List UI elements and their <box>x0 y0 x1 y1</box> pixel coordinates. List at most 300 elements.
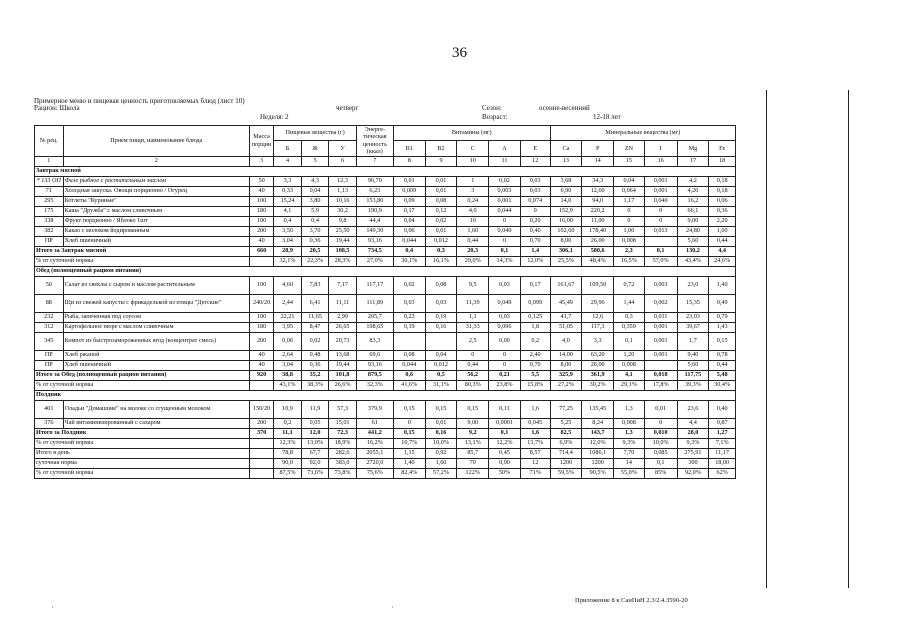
table-cell: 198,65 <box>356 322 393 332</box>
table-cell: 31,1% <box>425 380 457 390</box>
table-cell: 0,4 <box>393 246 425 256</box>
header-nutrients: Пищевые вещества (г) <box>274 126 357 141</box>
table-cell: 6,90 <box>550 186 582 196</box>
table-cell: 0,21 <box>489 370 521 380</box>
table-row <box>35 276 736 294</box>
table-cell: 19,44 <box>329 360 357 370</box>
table-cell: 0,03 <box>520 186 550 196</box>
table-cell: 0,03 <box>425 294 457 312</box>
header-rec: № рец. <box>35 126 64 157</box>
column-number: 6 <box>329 156 357 166</box>
table-cell: 12,0 <box>301 428 329 438</box>
table-cell: 0,05 <box>301 418 329 428</box>
table-cell: 0,1 <box>614 332 645 350</box>
table-cell: 0,002 <box>644 294 677 312</box>
table-cell: 1 <box>457 176 489 186</box>
table-cell: 23,03 <box>677 312 709 322</box>
recipe-number: 175 <box>35 206 64 216</box>
table-cell: 12,3% <box>274 438 302 448</box>
margin-rule-right <box>848 90 849 588</box>
table-cell: 14 <box>614 458 645 468</box>
table-cell <box>393 332 425 350</box>
table-cell: 25,5% <box>550 256 582 266</box>
document-title: Примерное меню и пищевая ценность приготовляемых блюд (лист 10) <box>34 97 245 105</box>
table-cell: 0,70 <box>520 236 550 246</box>
table-cell: 0,04 <box>393 216 425 226</box>
table-cell: 0,20 <box>520 216 550 226</box>
table-cell: 0,36 <box>301 360 329 370</box>
table-cell: 1,43 <box>709 322 736 332</box>
table-cell: 111,89 <box>356 294 393 312</box>
total-label: % от суточной нормы <box>35 380 250 390</box>
table-cell: 205,7 <box>356 312 393 322</box>
table-cell: 14,0 <box>550 196 582 206</box>
table-cell: 0,013 <box>644 226 677 236</box>
table-cell: 1,40 <box>709 276 736 294</box>
table-cell: 1,27 <box>709 428 736 438</box>
table-cell: 0,40 <box>709 400 736 418</box>
dish-name: Фрукт порционно / Яблоко 1шт <box>63 216 249 226</box>
table-cell: 15,35 <box>677 294 709 312</box>
table-cell: 40 <box>249 360 273 370</box>
table-cell: 82,4% <box>393 468 425 478</box>
table-cell: 23,0 <box>677 276 709 294</box>
table-cell: 0,001 <box>489 196 521 206</box>
table-cell: 0,003 <box>644 276 677 294</box>
table-cell: 59,5% <box>550 468 582 478</box>
season-value: осенне-весенний <box>539 104 590 112</box>
age-label: Возраст: <box>482 113 508 121</box>
table-cell: 0,009 <box>393 186 425 196</box>
table-cell: 12,0% <box>582 438 614 448</box>
table-cell: 12,3 <box>329 176 357 186</box>
dish-name: Какао с молоком йодированным <box>63 226 249 236</box>
table-cell: 0,001 <box>644 186 677 196</box>
table-cell: 190,9 <box>356 206 393 216</box>
table-cell: 15,24 <box>274 196 302 206</box>
header-sub: Е <box>520 141 550 156</box>
table-cell: 1,60 <box>425 458 457 468</box>
page-number: 36 <box>452 45 467 61</box>
recipe-number: 401 <box>35 400 64 418</box>
table-cell: 57,2% <box>425 468 457 478</box>
column-number: 12 <box>520 156 550 166</box>
column-number: 16 <box>644 156 677 166</box>
table-cell: 3 <box>457 186 489 196</box>
table-cell: 10,7% <box>393 438 425 448</box>
table-cell <box>249 256 273 266</box>
table-cell: 0,03 <box>520 176 550 186</box>
table-cell: 8,00 <box>550 360 582 370</box>
table-cell: 4,0 <box>550 332 582 350</box>
table-cell: 90,0 <box>274 458 302 468</box>
table-cell: 8,47 <box>301 322 329 332</box>
table-cell: 0,70 <box>520 360 550 370</box>
recipe-number: 345 <box>35 332 64 350</box>
table-cell: 4,1 <box>274 206 302 216</box>
table-cell: 10,0% <box>644 438 677 448</box>
recipe-number: 71 <box>35 186 64 196</box>
table-row <box>35 216 736 226</box>
table-cell: 22,3% <box>301 256 329 266</box>
table-row <box>35 176 736 186</box>
dish-name: Оладьи "Домашние" на молоке со сгущенным молоком <box>63 400 249 418</box>
table-cell: 9,3% <box>614 438 645 448</box>
table-cell: 0,03 <box>393 294 425 312</box>
table-row <box>35 332 736 350</box>
table-cell: 5,60 <box>677 236 709 246</box>
table-cell: 0 <box>614 206 645 216</box>
table-cell: 0,02 <box>393 276 425 294</box>
table-cell: 361,9 <box>582 370 614 380</box>
table-cell: 0,359 <box>614 322 645 332</box>
table-cell: 135,45 <box>582 400 614 418</box>
table-cell: 4,4 <box>677 418 709 428</box>
table-cell: 580,6 <box>582 246 614 256</box>
table-cell: 16,1% <box>425 256 457 266</box>
table-cell: 43,4% <box>677 256 709 266</box>
table-cell: 0,03 <box>489 312 521 322</box>
table-row <box>35 400 736 418</box>
table-cell: 0,04 <box>614 176 645 186</box>
header-minerals: Минеральные вещества (мг) <box>550 126 735 141</box>
table-cell: 0,40 <box>520 226 550 236</box>
table-row <box>35 256 736 266</box>
table-cell: 0,008 <box>614 418 645 428</box>
table-cell: 0,1 <box>644 246 677 256</box>
table-cell: 9,00 <box>677 216 709 226</box>
section-heading: Обед (полноценный рацион питания) <box>35 266 736 276</box>
table-cell: 13,0% <box>301 438 329 448</box>
table-cell: 300 <box>677 458 709 468</box>
table-row <box>35 380 736 390</box>
table-cell: 0,044 <box>489 206 521 216</box>
table-row <box>35 350 736 360</box>
table-cell: 87,5% <box>274 468 302 478</box>
column-number: 18 <box>709 156 736 166</box>
table-cell: 26,65 <box>329 322 357 332</box>
table-cell: 0,15 <box>393 428 425 438</box>
table-cell: 0,01 <box>393 176 425 186</box>
header-mass: Масса порции <box>249 126 273 157</box>
table-row <box>35 294 736 312</box>
table-cell: 9,5 <box>457 276 489 294</box>
table-cell: 0,2 <box>520 332 550 350</box>
table-cell: 0,18 <box>709 186 736 196</box>
table-cell: 5,5 <box>520 370 550 380</box>
table-cell: 18,9% <box>329 438 357 448</box>
column-number: 11 <box>489 156 521 166</box>
header-sub: Ca <box>550 141 582 156</box>
table-cell: 32,1% <box>274 256 302 266</box>
recipe-number: 338 <box>35 216 64 226</box>
table-cell: 11,17 <box>709 448 736 458</box>
column-number: 3 <box>249 156 273 166</box>
column-number: 1 <box>35 156 64 166</box>
table-cell: 200 <box>249 332 273 350</box>
table-cell: 0,001 <box>644 332 677 350</box>
table-cell: 0,15 <box>709 332 736 350</box>
table-cell: 0,19 <box>393 322 425 332</box>
table-cell <box>249 438 273 448</box>
table-cell: 55,0% <box>614 468 645 478</box>
table-cell: 0,01 <box>425 176 457 186</box>
table-cell: 14,3% <box>489 256 521 266</box>
table-cell: 0,6 <box>393 370 425 380</box>
dish-name: Холодная закуска. Овощи порционно / Огурец <box>63 186 249 196</box>
table-cell: 11,00 <box>582 216 614 226</box>
table-cell: 0,87 <box>709 418 736 428</box>
table-cell: 0,1 <box>489 246 521 256</box>
table-cell: 12,60 <box>582 186 614 196</box>
table-cell: 48,4% <box>582 256 614 266</box>
table-cell: 7,1% <box>709 438 736 448</box>
table-cell: 0,008 <box>614 360 645 370</box>
table-cell: 0,15 <box>425 400 457 418</box>
table-cell: 26,00 <box>582 360 614 370</box>
dish-name: Котлеты "Куриные" <box>63 196 249 206</box>
table-cell: 282,6 <box>329 448 357 458</box>
table-cell: 0,04 <box>301 186 329 196</box>
table-cell: 180 <box>249 322 273 332</box>
column-number: 5 <box>301 156 329 166</box>
table-cell: 0,099 <box>520 294 550 312</box>
scan-mark: ʹ <box>682 605 684 613</box>
table-cell: 0,24 <box>457 196 489 206</box>
table-row <box>35 390 736 400</box>
table-row <box>35 468 736 478</box>
table-cell: 1,00 <box>709 226 736 236</box>
table-cell: 8,00 <box>550 236 582 246</box>
table-cell: 0,040 <box>644 196 677 206</box>
recipe-number: 382 <box>35 226 64 236</box>
table-cell: 2,3 <box>614 246 645 256</box>
table-cell: 0,02 <box>489 176 521 186</box>
table-row <box>35 322 736 332</box>
table-cell: 0,33 <box>274 186 302 196</box>
table-cell: 1086,1 <box>582 448 614 458</box>
table-cell: 69,6 <box>356 350 393 360</box>
table-cell: 2720,0 <box>356 458 393 468</box>
table-cell: 1,15 <box>393 448 425 458</box>
table-cell: 879,5 <box>356 370 393 380</box>
table-cell: 40 <box>249 350 273 360</box>
table-cell: 16,5% <box>614 256 645 266</box>
table-cell: 100 <box>249 196 273 206</box>
table-cell: 1,60 <box>457 226 489 236</box>
dish-name: Хлеб пшеничный <box>63 236 249 246</box>
table-cell: 0,23 <box>393 312 425 322</box>
table-cell: 56,2 <box>457 370 489 380</box>
table-cell: 0,125 <box>520 312 550 322</box>
table-cell: 7,83 <box>301 276 329 294</box>
table-cell: 0,02 <box>301 332 329 350</box>
table-cell: 200 <box>249 418 273 428</box>
dish-name: Салат из свеклы с сыром и маслом растительным <box>63 276 249 294</box>
table-cell: 94,0 <box>582 196 614 206</box>
table-cell: 0,36 <box>301 236 329 246</box>
header-sub: Ж <box>301 141 329 156</box>
table-cell: 3,95 <box>274 322 302 332</box>
table-cell: 441,2 <box>356 428 393 438</box>
table-cell: 306,1 <box>550 246 582 256</box>
table-cell: 1,8 <box>520 322 550 332</box>
table-cell: 28,3% <box>329 256 357 266</box>
table-cell: 66,1 <box>677 206 709 216</box>
table-cell: 67,7 <box>301 448 329 458</box>
table-cell: 29,0% <box>457 256 489 266</box>
table-cell: 117,3 <box>582 322 614 332</box>
table-cell: 9,2 <box>457 428 489 438</box>
table-cell: 0,18 <box>709 176 736 186</box>
section-heading: Полдник <box>35 390 736 400</box>
table-cell: 1,4 <box>520 246 550 256</box>
table-cell: 0,11 <box>489 400 521 418</box>
week-label: Неделя: 2 <box>260 113 289 121</box>
table-cell: 0,06 <box>393 226 425 236</box>
table-cell: 38,3% <box>301 380 329 390</box>
header-sub: А <box>489 141 521 156</box>
table-row <box>35 246 736 256</box>
table-cell: 5,48 <box>709 370 736 380</box>
table-cell: 920 <box>249 370 273 380</box>
table-cell: 1,00 <box>614 226 645 236</box>
table-cell: 83,3 <box>356 332 393 350</box>
table-cell: 35,2 <box>301 370 329 380</box>
table-cell: 7,70 <box>614 448 645 458</box>
table-cell: 275,91 <box>677 448 709 458</box>
table-cell: 0,4 <box>274 216 302 226</box>
table-cell: 0,44 <box>457 360 489 370</box>
table-cell: 38,8 <box>274 370 302 380</box>
table-cell <box>425 332 457 350</box>
table-cell: 0,09 <box>393 196 425 206</box>
table-cell: 71% <box>520 468 550 478</box>
table-cell: 0,012 <box>425 360 457 370</box>
table-cell: 383,0 <box>329 458 357 468</box>
table-cell: 43,1% <box>274 380 302 390</box>
table-cell: 0,012 <box>425 236 457 246</box>
total-label: Итого за Обед (полноценный рацион питания) <box>35 370 250 380</box>
table-cell: 1,20 <box>614 350 645 360</box>
header-sub: Mg <box>677 141 709 156</box>
table-cell: 0,08 <box>425 276 457 294</box>
table-cell: 0 <box>644 418 677 428</box>
table-cell: 2,5 <box>457 332 489 350</box>
table-cell: 9,00 <box>457 418 489 428</box>
table-cell: 13,7% <box>520 438 550 448</box>
dish-name: Щи из свежей капусты с фрикаделькой из птицы "Детские" <box>63 294 249 312</box>
table-cell: 0,001 <box>644 176 677 186</box>
table-row <box>35 458 736 468</box>
table-row <box>35 166 736 176</box>
table-cell: 4,0 <box>457 206 489 216</box>
table-cell: 23,6 <box>677 400 709 418</box>
table-cell: 0,17 <box>393 206 425 216</box>
dish-name: Хлеб ржаной <box>63 350 249 360</box>
table-cell: 0,90 <box>489 458 521 468</box>
table-cell: 30,1% <box>393 256 425 266</box>
table-cell: 122% <box>457 468 489 478</box>
table-cell: 11,1 <box>274 428 302 438</box>
table-cell: 109,50 <box>582 276 614 294</box>
table-cell: 0,010 <box>644 428 677 438</box>
table-cell: 4,1 <box>614 370 645 380</box>
table-cell: 30,2% <box>582 380 614 390</box>
table-cell: 12,2% <box>489 438 521 448</box>
table-cell: 0,01 <box>425 418 457 428</box>
column-number: 9 <box>425 156 457 166</box>
table-cell: 0 <box>489 360 521 370</box>
header-sub: P <box>582 141 614 156</box>
table-cell: 1,13 <box>329 186 357 196</box>
table-cell: 93,16 <box>356 236 393 246</box>
table-cell: 40 <box>249 236 273 246</box>
table-cell: 10,0% <box>425 438 457 448</box>
table-cell <box>249 448 273 458</box>
table-row <box>35 312 736 322</box>
table-cell: 0,001 <box>644 350 677 360</box>
table-cell: 93,16 <box>356 360 393 370</box>
table-cell: 117,17 <box>356 276 393 294</box>
margin-rule-left <box>766 90 767 588</box>
table-cell: 73,8% <box>329 468 357 478</box>
table-cell: 14,00 <box>550 350 582 360</box>
total-label: Итого за Завтрак мясной <box>35 246 250 256</box>
total-label: суточная норма <box>35 458 250 468</box>
table-cell: 0,3 <box>614 312 645 322</box>
table-row <box>35 226 736 236</box>
table-cell: 3,70 <box>301 226 329 236</box>
table-cell: 7,17 <box>329 276 357 294</box>
table-cell: 51,05 <box>550 322 582 332</box>
table-row <box>35 448 736 458</box>
table-cell: 24,6% <box>709 256 736 266</box>
table-row <box>35 266 736 276</box>
table-cell: 3,3 <box>582 332 614 350</box>
table-cell: 0,08 <box>425 196 457 206</box>
table-cell: 325,9 <box>550 370 582 380</box>
table-row <box>35 206 736 216</box>
table-cell: 5,25 <box>550 418 582 428</box>
table-cell: 0,044 <box>393 236 425 246</box>
table-cell: 0,44 <box>709 236 736 246</box>
table-cell: 0,1 <box>644 458 677 468</box>
age-value: 12-18 лет <box>593 113 621 121</box>
table-cell: 3,04 <box>274 236 302 246</box>
dish-name: Каша "Дружба" с маслом сливочным <box>63 206 249 216</box>
table-cell: 20,73 <box>329 332 357 350</box>
dish-name: Картофельное пюре с маслом сливочным <box>63 322 249 332</box>
table-cell: 2,20 <box>709 216 736 226</box>
table-cell: 10,16 <box>329 196 357 206</box>
table-cell: 31,33 <box>457 322 489 332</box>
table-row <box>35 186 736 196</box>
table-cell: 0 <box>393 418 425 428</box>
table-cell: 92,0 <box>301 458 329 468</box>
table-cell: 1,6 <box>520 400 550 418</box>
table-cell: 41,6% <box>393 380 425 390</box>
header-energy: Энерге-тическая ценность (ккал) <box>356 126 393 157</box>
table-cell: 3,80 <box>301 196 329 206</box>
table-cell: 100 <box>249 312 273 322</box>
table-cell: 32,3% <box>356 380 393 390</box>
header-vitamins: Витамины (мг) <box>393 126 550 141</box>
season-label: Сезон: <box>482 104 502 112</box>
table-cell: 72,3 <box>329 428 357 438</box>
table-cell: 0,085 <box>644 448 677 458</box>
table-cell: 4,60 <box>274 276 302 294</box>
